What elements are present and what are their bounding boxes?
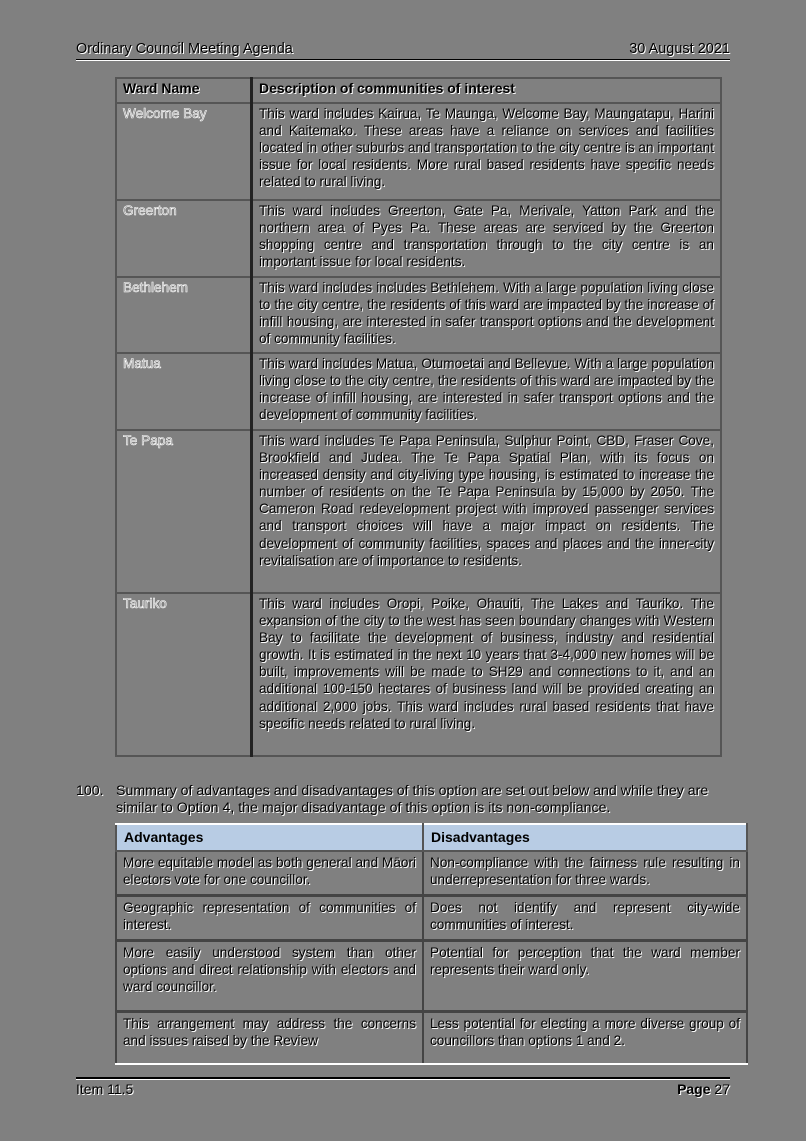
disadvantage-cell: Does not identify and represent city-wide communities of interest.: [423, 896, 747, 941]
ward-description: This ward includes Te Papa Peninsula, Sulphur Point, CBD, Fraser Cove, Brookfield and Judea. The Te Papa Spatial Plan, with its focus on increased density and city-living type housing, is estimated to increase the number of residents on the Te Papa Peninsula by 15,000 by 2050. The Cameron Road redevelopment project with improved passenger services and transport choices will have a major impact on residents. The development of community facilities, spaces and places and the inner-city revitalisation are of importance to residents.: [252, 430, 722, 593]
page-indicator: [677, 1080, 730, 1098]
agenda-item: Item 11.5: [76, 1081, 134, 1097]
table-row: [116, 103, 721, 200]
advantage-cell: More easily understood system than other options and direct relationship with electors and ward councillor.: [116, 941, 423, 1012]
disadvantage-cell: Non-compliance with the fairness rule resulting in underrepresentation for three wards.: [423, 851, 747, 896]
ward-name: Tauriko: [123, 596, 167, 611]
ward-name: Bethlehem: [123, 280, 188, 295]
table-row: [116, 277, 721, 353]
table-row: [116, 430, 721, 593]
page-footer: [76, 1080, 730, 1098]
disadvantage-cell: Potential for perception that the ward member represents their ward only.: [423, 941, 747, 1012]
paragraph-text: Summary of advantages and disadvantages of this option are set out below and while they are similar to Option 4, the major disadvantage of this option is its non-compliance.: [116, 783, 709, 816]
disadvantage-cell: Less potential for electing a more diverse group of councillors than options 1 and 2.: [423, 1012, 747, 1065]
ward-description: This ward includes includes Bethlehem. With a large population living close to the city centre, the residents of this ward are impacted by the increase of infill housing, are interested in safer transport options and the development of community facilities.: [252, 277, 722, 353]
ward-name-cell: [116, 277, 252, 353]
document-title: Ordinary Council Meeting Agenda: [76, 41, 293, 57]
advantage-cell: This arrangement may address the concerns and issues raised by the Review: [116, 1012, 423, 1065]
meeting-date: 30 August 2021: [629, 41, 730, 57]
table-row: [116, 851, 747, 896]
footer-rule: [76, 1077, 730, 1079]
header-rule: [76, 59, 730, 60]
advantage-cell: More equitable model as both general and Māori electors vote for one councillor.: [116, 851, 423, 896]
column-header-disadvantages: Disadvantages: [423, 824, 747, 851]
page-header: [76, 40, 730, 58]
table-row: [116, 593, 721, 756]
table-row: [116, 1012, 747, 1065]
ward-description: This ward includes Matua, Otumoetai and Bellevue. With a large population living close to the city centre, the residents of this ward are impacted by the increase of infill housing, are interested in safer transport options and the development of community facilities.: [252, 353, 722, 430]
table-row: [116, 200, 721, 277]
ward-name-cell: [116, 593, 252, 756]
advantage-cell: Geographic representation of communities of interest.: [116, 896, 423, 941]
ward-name-cell: [116, 353, 252, 430]
ward-name-cell: [116, 200, 252, 277]
advantages-table: [115, 823, 748, 1065]
ward-name-cell: [116, 430, 252, 593]
ward-description: This ward includes Oropi, Poike, Ohauiti, The Lakes and Tauriko. The expansion of the city to the west has seen boundary changes with Western Bay to facilitate the development of business, industry and residential growth. It is estimated in the next 10 years that 3-4,000 new homes will be built, improvements will be made to SH29 and connections to it, and an additional 100-150 hectares of business land will be provided creating an additional 2,000 jobs. This ward includes rural based residents that have specific needs related to rural living.: [252, 593, 722, 756]
table-row: [116, 896, 747, 941]
page-number: 27: [714, 1081, 730, 1097]
column-header-ward-name: Ward Name: [116, 78, 252, 103]
ward-table-header-row: [116, 78, 721, 103]
ward-name: Greerton: [123, 203, 177, 218]
table-row: [116, 353, 721, 430]
column-header-description: Description of communities of interest: [252, 78, 722, 103]
column-header-advantages: Advantages: [116, 824, 423, 851]
ward-name: Matua: [123, 356, 161, 371]
ward-table: [115, 77, 722, 757]
ward-description: This ward includes Kairua, Te Maunga, Welcome Bay, Maungatapu, Harini and Kaitemako. These areas have a reliance on services and facilities located in other suburbs and transportation to the city centre is an important issue for local residents. More rural based residents have specific needs related to rural living.: [252, 103, 722, 200]
ward-name: Te Papa: [123, 433, 173, 448]
ward-name-cell: [116, 103, 252, 200]
ward-description: This ward includes Greerton, Gate Pa, Merivale, Yatton Park and the northern area of Pyes Pa. These areas are serviced by the Greerton shopping centre and transportation through to the city centre is an important issue for local residents.: [252, 200, 722, 277]
table-row: [116, 941, 747, 1012]
ward-name: Welcome Bay: [123, 106, 207, 121]
numbered-paragraph: [76, 783, 736, 817]
page-label: Page: [677, 1081, 711, 1097]
paragraph-number: 100.: [76, 783, 104, 799]
advantages-header-row: [116, 824, 747, 851]
